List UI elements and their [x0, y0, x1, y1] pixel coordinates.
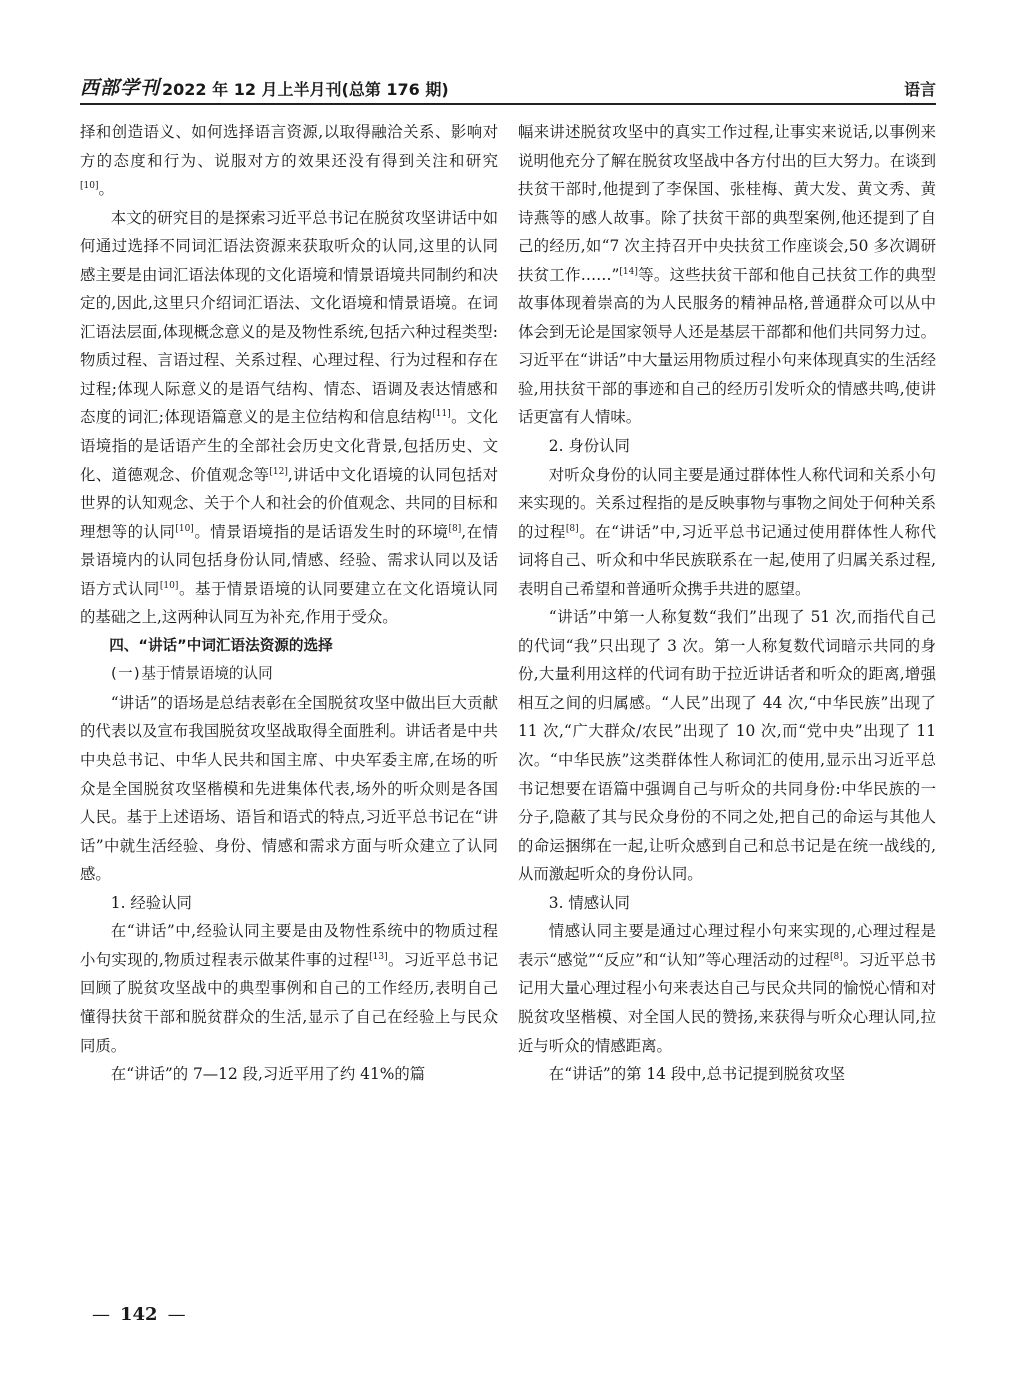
- citation-ref: [13]: [369, 951, 388, 962]
- citation-ref: [10]: [159, 580, 179, 591]
- text-run: 在“讲话”中,经验认同主要是由及物性系统中的物质过程小句实现的,物质过程表示做某件事的过程: [80, 922, 498, 969]
- citation-ref: [14]: [619, 266, 638, 277]
- citation-ref: [8]: [830, 951, 843, 962]
- text-run: 。: [98, 180, 114, 199]
- text-run: 择和创造语义、如何选择语言资源,以取得融洽关系、影响对方的态度和行为、说服对方的效果还没有得到关注和研究: [80, 123, 498, 170]
- paragraph: [518, 461, 936, 604]
- section-heading: [518, 889, 936, 918]
- citation-ref: [12]: [269, 466, 288, 477]
- issue-info: 2022 年 12 月上半月刊(总第 176 期): [162, 80, 449, 99]
- text-run: 四、“讲话”中词汇语法资源的选择: [109, 636, 333, 654]
- paragraph: [518, 1060, 936, 1089]
- paragraph: [80, 204, 498, 632]
- paragraph: [80, 1060, 498, 1089]
- text-run: 。习近平总书记用大量心理过程小句来表达自己与民众共同的愉悦心情和对脱贫攻坚楷模、对全国人民的赞扬,来获得与听众心理认同,拉近与听众的情感距离。: [518, 950, 936, 1055]
- text-run: 。在“讲话”中,习近平总书记通过使用群体性人称代词将自己、听众和中华民族联系在一起,使用了归属关系过程,表明自己希望和普通听众携手共进的愿望。: [518, 522, 936, 598]
- text-run: 在“讲话”的 7—12 段,习近平用了约 41%的篇: [110, 1065, 426, 1084]
- page-footer: [92, 1304, 186, 1325]
- journal-logo: 西部学刊: [80, 77, 161, 99]
- section-heading: [80, 889, 498, 918]
- section-tag: 语言: [903, 80, 936, 99]
- section-heading: [80, 632, 498, 661]
- text-run: 。基于情景语境的认同要建立在文化语境认同的基础之上,这两种认同互为补充,作用于受众。: [80, 579, 498, 627]
- running-header: [80, 72, 936, 100]
- paragraph: [80, 689, 498, 889]
- text-run: 对听众身份的认同主要是通过群体性人称代词和关系小句来实现的。关系过程指的是反映事物与事物之间处于何种关系的过程: [518, 465, 936, 541]
- text-run: 。情景语境指的是话语发生时的环境: [193, 522, 449, 541]
- body-columns: [80, 118, 936, 1296]
- citation-ref: [8]: [565, 523, 579, 534]
- text-run: “讲话”中第一人称复数“我们”出现了 51 次,而指代自己的代词“我”只出现了 3 次。第一人称复数代词暗示共同的身份,大量利用这样的代词有助于拉近讲话者和听众的距离,增强相互之间的归属感。“人民”出现了 44 次,“中华民族”出现了 11 次,“广大群众/农民”出现了 10 次,而“党中央”出现了 11 次。“中华民族”这类群体性人称词汇的使用,显示出习近平总书记想要在语篇中强调自己与听众的共同身份:中华民族的一分子,隐蔽了其与民众身份的不同之处,把自己的命运与其他人的命运捆绑在一起,让听众感到自己和总书记是在统一战线的,从而激起听众的身份认同。: [518, 608, 936, 884]
- text-run: 1. 经验认同: [110, 893, 192, 912]
- header-rule: [80, 103, 936, 105]
- footer-dash-right: —: [167, 1304, 186, 1325]
- text-run: 3. 情感认同: [548, 893, 630, 912]
- text-run: 幅来讲述脱贫攻坚中的真实工作过程,让事实来说话,以事例来说明他充分了解在脱贫攻坚战中各方付出的巨大努力。在谈到扶贫干部时,他提到了李保国、张桂梅、黄大发、黄文秀、黄诗燕等的感人故事。除了扶贫干部的典型案例,他还提到了自己的经历,如“7 次主持召开中央扶贫工作座谈会,50 多次调研扶贫工作……”: [518, 123, 936, 284]
- citation-ref: [10]: [80, 181, 99, 192]
- text-run: 等。这些扶贫干部和他自己扶贫工作的典型故事体现着崇高的为人民服务的精神品格,普通群众可以从中体会到无论是国家领导人还是基层干部都和他们共同努力过。习近平在“讲话”中大量运用物质过程小句来体现真实的生活经验,用扶贫干部的事迹和自己的经历引发听众的情感共鸣,使讲话更富有人情味。: [518, 265, 936, 427]
- header-left: [80, 73, 449, 100]
- text-run: 2. 身份认同: [548, 437, 630, 456]
- citation-ref: [10]: [175, 523, 194, 534]
- footer-dash-left: —: [92, 1304, 110, 1325]
- text-run: ,讲话中文化语境的认同包括对世界的认知观念、关于个人和社会的价值观念、共同的目标和理想等的认同: [80, 465, 498, 541]
- text-run: 本文的研究目的是探索习近平总书记在脱贫攻坚讲话中如何通过选择不同词汇语法资源来获取听众的认同,这里的认同感主要是由词汇语法体现的文化语境和情景语境共同制约和决定的,因此,这里只介绍词汇语法、文化语境和情景语境。在词汇语法层面,体现概念意义的是及物性系统,包括六种过程类型:物质过程、言语过程、关系过程、心理过程、行为过程和存在过程;体现人际意义的是语气结构、情态、语调及表达情感和态度的词汇;体现语篇意义的是主位结构和信息结构: [80, 208, 498, 427]
- citation-ref: [8]: [448, 523, 462, 534]
- text-run: 情感认同主要是通过心理过程小句来实现的,心理过程是表示“感觉”“反应”和“认知”等心理活动的过程: [518, 922, 936, 969]
- text-run: 。习近平总书记回顾了脱贫攻坚战中的典型事例和自己的工作经历,表明自己懂得扶贫干部和脱贫群众的生活,显示了自己在经验上与民众同质。: [80, 950, 498, 1055]
- text-run: ,在情景语境内的认同包括身份认同,情感、经验、需求认同以及话语方式认同: [80, 522, 498, 598]
- text-run: “讲话”的语场是总结表彰在全国脱贫攻坚中做出巨大贡献的代表以及宣布我国脱贫攻坚战取得全面胜利。讲话者是中共中央总书记、中华人民共和国主席、中央军委主席,在场的听众是全国脱贫攻坚楷模和先进集体代表,场外的听众则是各国人民。基于上述语场、语旨和语式的特点,习近平总书记在“讲话”中就生活经验、身份、情感和需求方面与听众建立了认同感。: [80, 693, 498, 884]
- text-run: (一)基于情景语境的认同: [109, 665, 273, 683]
- paragraph: [80, 917, 498, 1060]
- citation-ref: [11]: [432, 409, 451, 420]
- left-column: [80, 118, 498, 1296]
- section-heading: [80, 660, 498, 689]
- paragraph: [80, 118, 498, 204]
- right-column: [518, 118, 936, 1296]
- page-number: 142: [120, 1304, 158, 1325]
- paragraph: [518, 118, 936, 432]
- section-heading: [518, 432, 936, 461]
- text-run: 在“讲话”的第 14 段中,总书记提到脱贫攻坚: [548, 1065, 846, 1084]
- paragraph: [518, 917, 936, 1060]
- text-run: 。文化语境指的是话语产生的全部社会历史文化背景,包括历史、文化、道德观念、价值观念等: [80, 408, 498, 484]
- paragraph: [518, 603, 936, 888]
